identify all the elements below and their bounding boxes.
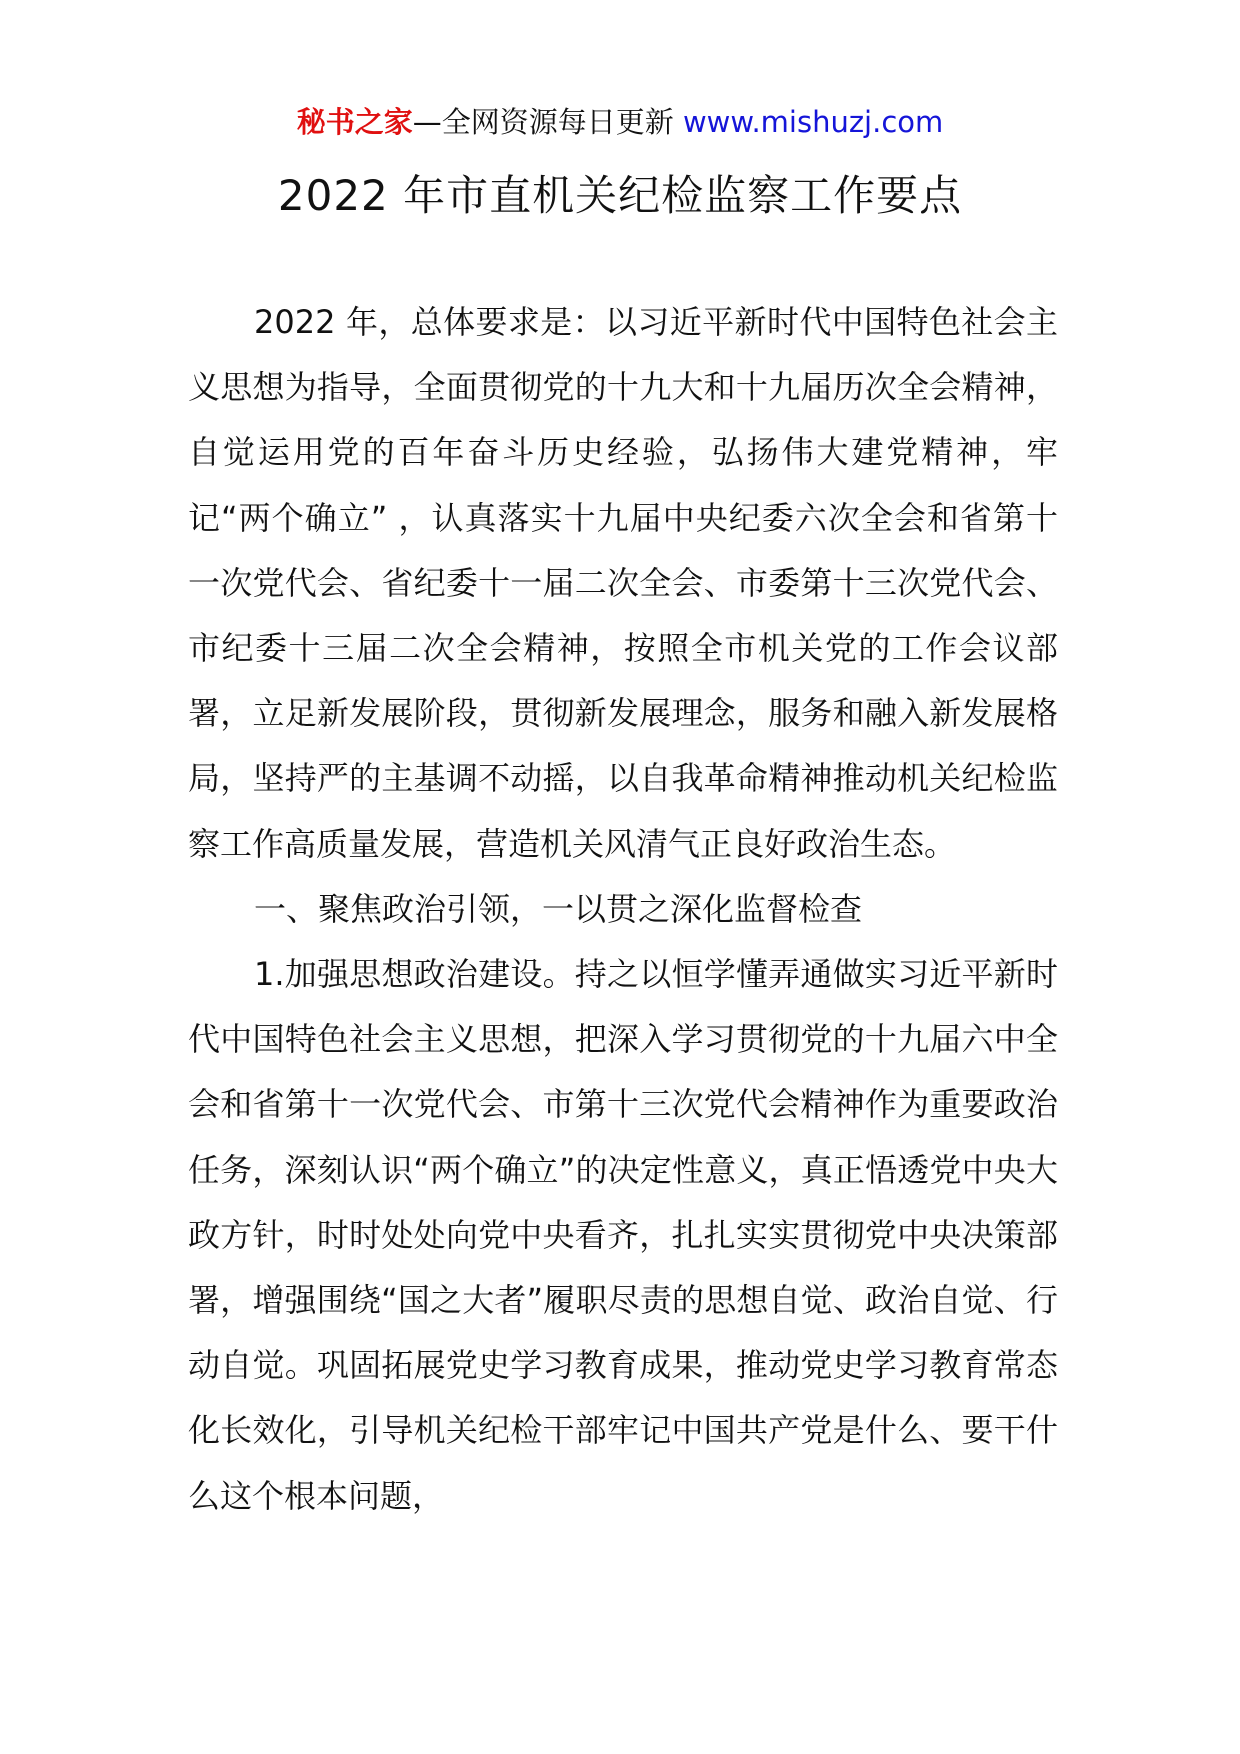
header-tagline: —全网资源每日更新 (412, 105, 683, 139)
body-paragraph: 1.加强思想政治建设。持之以恒学懂弄通做实习近平新时代中国特色社会主义思想，把深入学习贯彻党的十九届六中全会和省第十一次党代会、市第十三次党代会精神作为重要政治任务，深刻认识“两个确立”的决定性意义，真正悟透党中央大政方针，时时处处向党中央看齐，扎扎实实贯彻党中央决策部署，增强围绕“国之大者”履职尽责的思想自觉、政治自觉、行动自觉。巩固拓展党史学习教育成果，推动党史学习教育常态化长效化，引导机关纪检干部牢记中国共产党是什么、要干什么这个根本问题， (188, 955, 1058, 1515)
site-url-link[interactable]: www.mishuzj.com (682, 105, 944, 139)
header-banner (0, 102, 1240, 142)
section-heading: 一、聚焦政治引领，一以贯之深化监督检查 (254, 889, 863, 928)
document-body (188, 290, 1058, 1529)
document-title: 2022 年市直机关纪检监察工作要点 (277, 171, 963, 220)
intro-paragraph: 2022 年，总体要求是：以习近平新时代中国特色社会主义思想为指导，全面贯彻党的十九大和十九届历次全会精神，自觉运用党的百年奋斗历史经验，弘扬伟大建党精神，牢记“两个确立” ，认真落实十九届中央纪委六次全会和省第十一次党代会、省纪委十一届二次全会、市委第十三次党代会、市纪委十三届二次全会精神，按照全市机关党的工作会议部署，立足新发展阶段，贯彻新发展理念，服务和融入新发展格局，坚持严的主基调不动摇，以自我革命精神推动机关纪检监察工作高质量发展，营造机关风清气正良好政治生态。 (188, 303, 1058, 863)
brand-name: 秘书之家 (296, 105, 413, 139)
